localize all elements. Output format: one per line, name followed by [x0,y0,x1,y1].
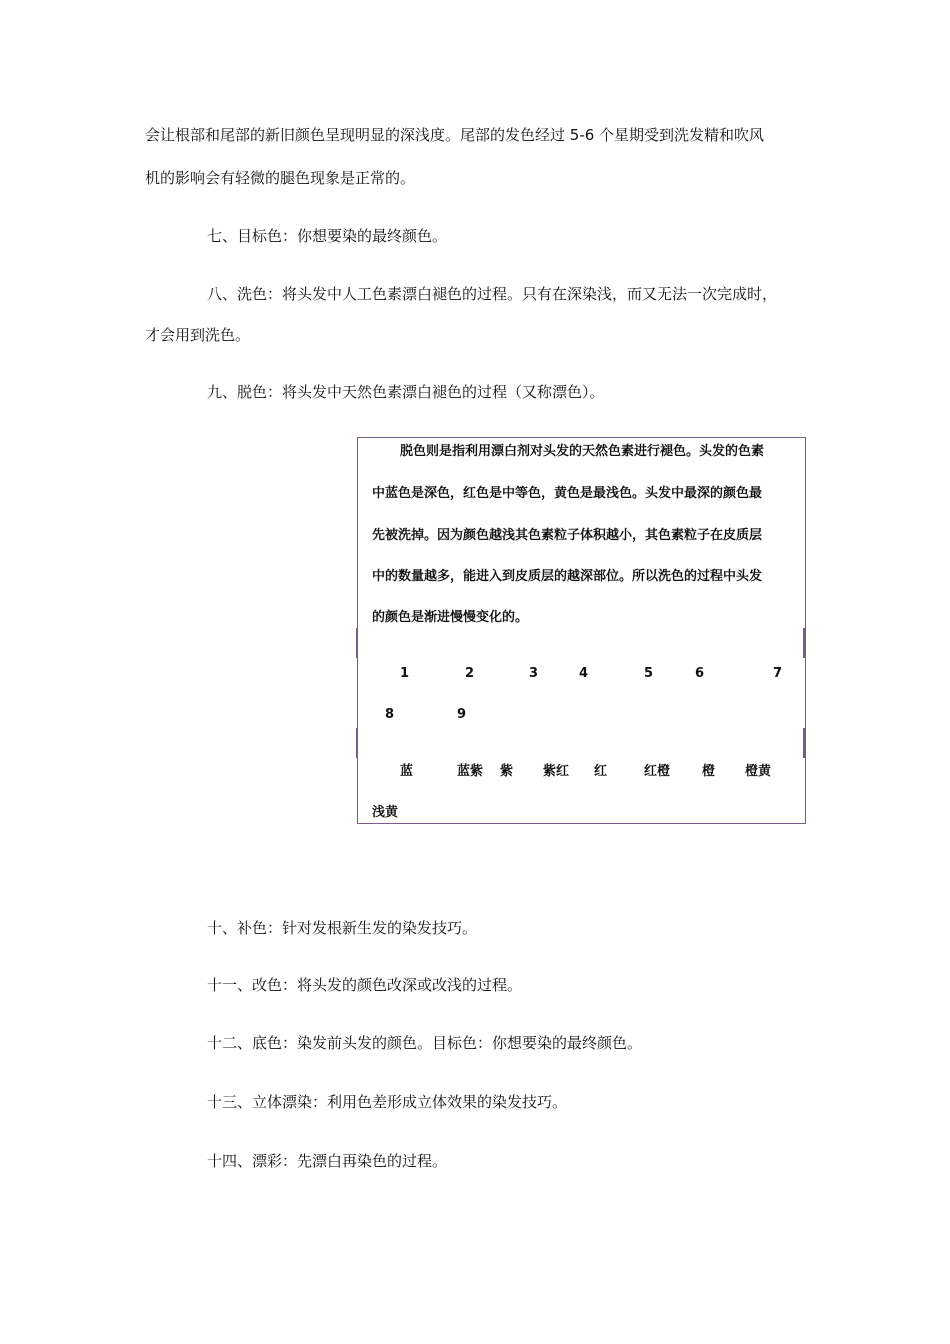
item-14: 十四、漂彩：先漂白再染色的过程。 [207,1152,448,1170]
level-number: 9 [457,707,467,722]
item-13: 十三、立体漂染：利用色差形成立体效果的染发技巧。 [207,1093,568,1111]
item-11: 十一、改色：将头发的颜色改深或改浅的过程。 [207,976,523,994]
level-number: 2 [465,666,475,681]
box-marker [356,628,358,658]
item-12: 十二、底色：染发前头发的颜色。目标色：你想要染的最终颜色。 [207,1034,643,1052]
level-number: 3 [529,666,539,681]
text-line: 才会用到洗色。 [145,326,251,344]
box-text-line: 脱色则是指利用漂白剂对头发的天然色素进行褪色。头发的色素 [400,444,765,459]
text-line: 会让根部和尾部的新旧颜色呈现明显的深浅度。尾部的发色经过 5-6 个星期受到洗发精和吹风 [145,126,765,144]
box-marker [356,728,358,758]
box-text-line: 中的数量越多，能进入到皮质层的越深部位。所以洗色的过程中头发 [372,569,763,584]
item-7: 七、目标色：你想要染的最终颜色。 [207,227,448,245]
color-label: 红 [594,764,608,779]
level-number: 8 [385,707,395,722]
box-marker [803,628,805,658]
color-label: 紫 [500,764,514,779]
item-10: 十、补色：针对发根新生发的染发技巧。 [207,919,478,937]
level-number: 1 [400,666,410,681]
level-number: 6 [695,666,705,681]
color-label: 橙 [702,764,716,779]
color-label: 蓝 [400,764,414,779]
color-label: 蓝紫 [457,764,484,779]
level-number: 7 [773,666,783,681]
color-label: 浅黄 [372,805,399,820]
color-label: 红橙 [644,764,671,779]
level-number: 4 [579,666,589,681]
box-text-line: 的颜色是渐进慢慢变化的。 [372,610,529,625]
box-text-line: 先被洗掉。因为颜色越浅其色素粒子体积越小，其色素粒子在皮质层 [372,528,763,543]
box-marker [803,728,805,758]
color-label: 橙黄 [745,764,772,779]
color-label: 紫红 [543,764,570,779]
text-line: 机的影响会有轻微的腿色现象是正常的。 [145,169,416,187]
level-number: 5 [644,666,654,681]
box-text-line: 中蓝色是深色，红色是中等色，黄色是最浅色。头发中最深的颜色最 [372,486,763,501]
bleach-note-box [357,437,806,824]
item-9: 九、脱色：将头发中天然色素漂白褪色的过程（又称漂色）。 [207,383,605,401]
text-line: 八、洗色：将头发中人工色素漂白褪色的过程。只有在深染浅，而又无法一次完成时， [207,285,778,303]
